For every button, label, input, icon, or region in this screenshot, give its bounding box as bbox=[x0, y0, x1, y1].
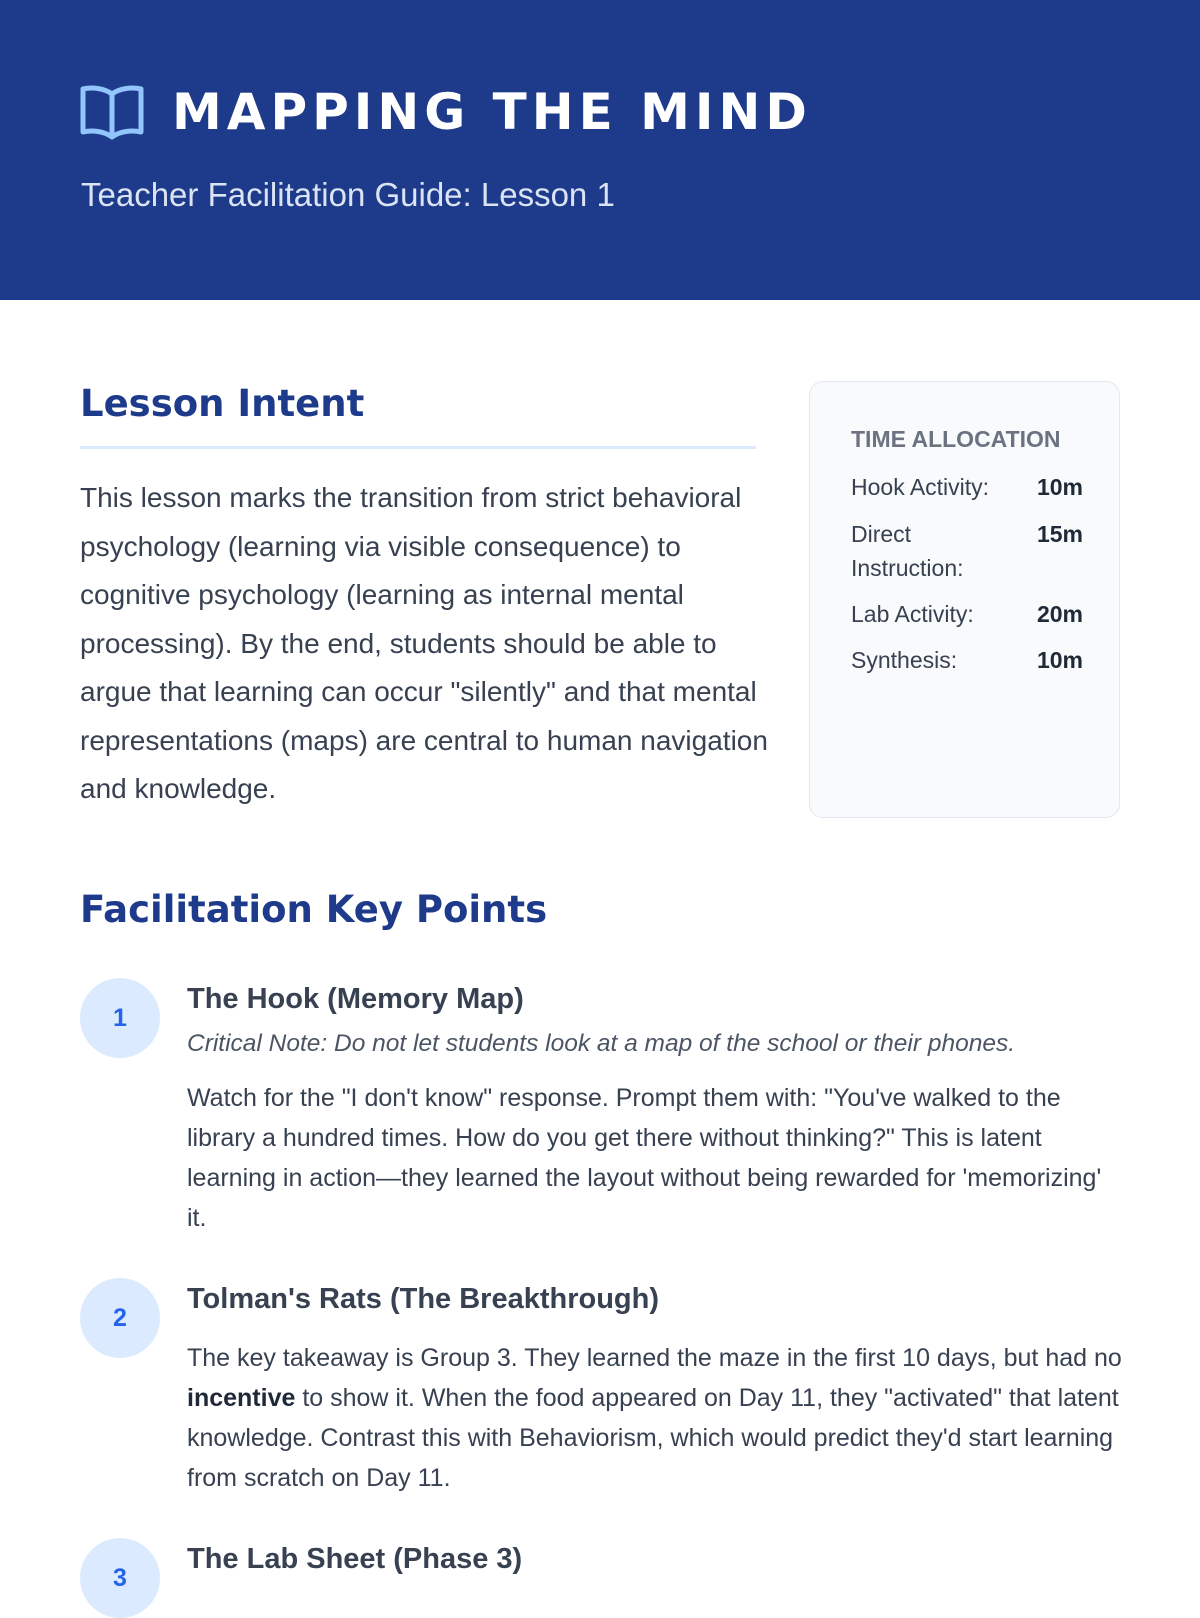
time-value: 10m bbox=[1036, 474, 1083, 500]
time-label: Synthesis: bbox=[851, 647, 958, 673]
lesson-intent-heading: Lesson Intent bbox=[80, 382, 365, 425]
lesson-intent-body: This lesson marks the transition from strict behavioral psychology (learning via visible consequence) to cognitive psychology (learning as internal mental processing). By the end, students should be able to argue that learning can occur "silently" and that mental representations (maps) are central to human navigation and knowledge. bbox=[80, 482, 768, 804]
title-row bbox=[80, 82, 812, 142]
time-row bbox=[851, 470, 1083, 504]
step-number-badge: 1 bbox=[80, 978, 160, 1058]
page-subtitle: Teacher Facilitation Guide: Lesson 1 bbox=[81, 176, 615, 213]
step-body-text: to show it. When the food appeared on Day 11, they "activated" that latent knowledge. Contrast this with Behaviorism, which would predict they'd start learning from scratch on Day 11. bbox=[187, 1384, 1119, 1492]
time-label: Direct Instruction: bbox=[851, 521, 964, 581]
open-book-icon bbox=[80, 82, 144, 142]
step-number-badge: 3 bbox=[80, 1538, 160, 1618]
step-body bbox=[187, 1338, 1127, 1498]
time-allocation-title: TIME ALLOCATION bbox=[851, 426, 1061, 452]
step-body-emphasis: incentive bbox=[187, 1384, 296, 1412]
time-value: 15m bbox=[1036, 521, 1083, 547]
step-title: Tolman's Rats (The Breakthrough) bbox=[187, 1283, 660, 1315]
step-body-text: The key takeaway is Group 3. They learned the maze in the first 10 days, but had no bbox=[187, 1344, 1122, 1372]
time-value: 10m bbox=[1036, 647, 1083, 673]
header-banner bbox=[0, 0, 1200, 300]
step-title: The Lab Sheet (Phase 3) bbox=[187, 1543, 523, 1575]
time-row bbox=[851, 517, 1083, 585]
time-label: Lab Activity: bbox=[851, 601, 974, 627]
step-title: The Hook (Memory Map) bbox=[187, 983, 524, 1015]
section-divider bbox=[80, 446, 756, 449]
page-title: MAPPING THE MIND bbox=[172, 83, 812, 141]
step-body: Watch for the "I don't know" response. Prompt them with: "You've walked to the library a hundred times. How do you get there without thinking?" This is latent learning in action—they learned the layout without being rewarded for 'memorizing' it. bbox=[187, 1084, 1102, 1232]
key-points-heading: Facilitation Key Points bbox=[80, 888, 548, 931]
time-row bbox=[851, 597, 1083, 631]
time-row bbox=[851, 643, 1083, 677]
time-value: 20m bbox=[1036, 601, 1083, 627]
time-label: Hook Activity: bbox=[851, 474, 990, 500]
step-number-badge: 2 bbox=[80, 1278, 160, 1358]
step-critical-note: Critical Note: Do not let students look at a map of the school or their phones. bbox=[187, 1030, 1015, 1057]
time-allocation-card bbox=[809, 381, 1120, 818]
